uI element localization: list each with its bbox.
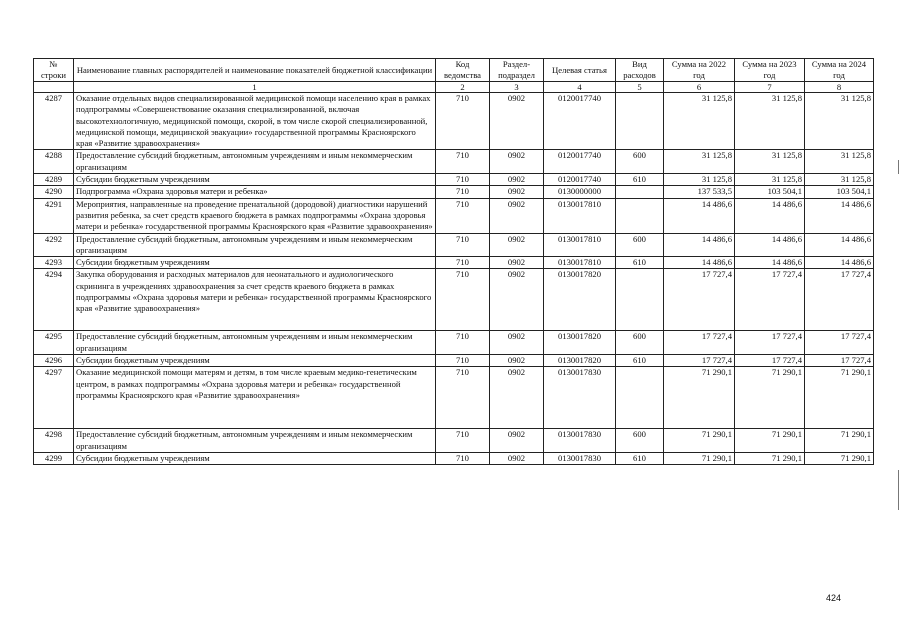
sum-2023: 14 486,6 bbox=[735, 198, 805, 233]
table-row bbox=[34, 269, 874, 331]
section-code: 0902 bbox=[490, 186, 544, 198]
target-article: 0130017830 bbox=[544, 452, 616, 464]
sum-2022: 17 727,4 bbox=[664, 331, 735, 355]
sum-2022: 14 486,6 bbox=[664, 257, 735, 269]
section-code: 0902 bbox=[490, 93, 544, 150]
row-name: Мероприятия, направленные на проведение пренатальной (дородовой) диагностики нарушений развития ребенка, за счет средств краевого бюджета в рамках подпрограммы «Охрана здоровья матери и ребенка» государственной программы Красноярского края «Развитие здравоохранения» bbox=[74, 198, 436, 233]
sum-2022: 71 290,1 bbox=[664, 429, 735, 453]
sum-2023: 71 290,1 bbox=[735, 367, 805, 429]
sum-2024: 14 486,6 bbox=[805, 257, 874, 269]
column-number: 3 bbox=[490, 82, 544, 93]
table-row bbox=[34, 150, 874, 174]
department-code: 710 bbox=[436, 367, 490, 429]
target-article: 0130017810 bbox=[544, 257, 616, 269]
table-row bbox=[34, 355, 874, 367]
target-article: 0120017740 bbox=[544, 150, 616, 174]
row-name: Предоставление субсидий бюджетным, автономным учреждениям и иным некоммерческим организациям bbox=[74, 331, 436, 355]
sum-2022: 17 727,4 bbox=[664, 269, 735, 331]
section-code: 0902 bbox=[490, 150, 544, 174]
row-number: 4293 bbox=[34, 257, 74, 269]
section-code: 0902 bbox=[490, 452, 544, 464]
expense-type bbox=[616, 93, 664, 150]
header-sum-2023: Сумма на 2023 год bbox=[735, 59, 805, 82]
section-code: 0902 bbox=[490, 367, 544, 429]
section-code: 0902 bbox=[490, 331, 544, 355]
expense-type: 610 bbox=[616, 174, 664, 186]
sum-2023: 14 486,6 bbox=[735, 233, 805, 257]
expense-type bbox=[616, 269, 664, 331]
row-number: 4287 bbox=[34, 93, 74, 150]
department-code: 710 bbox=[436, 269, 490, 331]
sum-2024: 103 504,1 bbox=[805, 186, 874, 198]
row-name: Закупка оборудования и расходных материалов для неонатального и аудиологического скрининга в учреждениях здравоохранения за счет средств краевого бюджета в рамках подпрограммы «Охрана здоровья матери и ребенка» государственной программы Красноярского края «Развитие здравоохранения» bbox=[74, 269, 436, 331]
table-row bbox=[34, 174, 874, 186]
column-number: 2 bbox=[436, 82, 490, 93]
sum-2022: 14 486,6 bbox=[664, 198, 735, 233]
column-number-row bbox=[34, 82, 874, 93]
table-row bbox=[34, 367, 874, 429]
sum-2024: 71 290,1 bbox=[805, 367, 874, 429]
sum-2023: 17 727,4 bbox=[735, 355, 805, 367]
table-row bbox=[34, 429, 874, 453]
department-code: 710 bbox=[436, 452, 490, 464]
sum-2023: 17 727,4 bbox=[735, 269, 805, 331]
row-number: 4296 bbox=[34, 355, 74, 367]
target-article: 0120017740 bbox=[544, 174, 616, 186]
column-number: 8 bbox=[805, 82, 874, 93]
target-article: 0130017810 bbox=[544, 198, 616, 233]
header-row bbox=[34, 59, 874, 82]
row-number: 4291 bbox=[34, 198, 74, 233]
section-code: 0902 bbox=[490, 269, 544, 331]
expense-type bbox=[616, 186, 664, 198]
target-article: 0130000000 bbox=[544, 186, 616, 198]
sum-2024: 14 486,6 bbox=[805, 198, 874, 233]
section-code: 0902 bbox=[490, 198, 544, 233]
header-expense-type: Вид расходов bbox=[616, 59, 664, 82]
department-code: 710 bbox=[436, 257, 490, 269]
column-number: 7 bbox=[735, 82, 805, 93]
sum-2022: 14 486,6 bbox=[664, 233, 735, 257]
header-target-article: Целевая статья bbox=[544, 59, 616, 82]
row-name: Предоставление субсидий бюджетным, автономным учреждениям и иным некоммерческим организациям bbox=[74, 429, 436, 453]
department-code: 710 bbox=[436, 150, 490, 174]
sum-2023: 71 290,1 bbox=[735, 429, 805, 453]
department-code: 710 bbox=[436, 355, 490, 367]
row-name: Субсидии бюджетным учреждениям bbox=[74, 174, 436, 186]
sum-2024: 71 290,1 bbox=[805, 452, 874, 464]
sum-2022: 71 290,1 bbox=[664, 452, 735, 464]
sum-2022: 31 125,8 bbox=[664, 174, 735, 186]
budget-table bbox=[33, 58, 874, 465]
table-row bbox=[34, 186, 874, 198]
column-number bbox=[34, 82, 74, 93]
row-number: 4294 bbox=[34, 269, 74, 331]
table-row bbox=[34, 331, 874, 355]
target-article: 0120017740 bbox=[544, 93, 616, 150]
table-row bbox=[34, 93, 874, 150]
row-name: Субсидии бюджетным учреждениям bbox=[74, 257, 436, 269]
expense-type: 600 bbox=[616, 331, 664, 355]
sum-2023: 103 504,1 bbox=[735, 186, 805, 198]
sum-2024: 14 486,6 bbox=[805, 233, 874, 257]
expense-type: 610 bbox=[616, 452, 664, 464]
department-code: 710 bbox=[436, 186, 490, 198]
table-row bbox=[34, 257, 874, 269]
row-name: Предоставление субсидий бюджетным, автономным учреждениям и иным некоммерческим организациям bbox=[74, 150, 436, 174]
column-number: 1 bbox=[74, 82, 436, 93]
section-code: 0902 bbox=[490, 257, 544, 269]
page-number: 424 bbox=[826, 593, 842, 603]
sum-2023: 17 727,4 bbox=[735, 331, 805, 355]
sum-2024: 31 125,8 bbox=[805, 93, 874, 150]
target-article: 0130017830 bbox=[544, 429, 616, 453]
section-code: 0902 bbox=[490, 174, 544, 186]
sum-2024: 17 727,4 bbox=[805, 269, 874, 331]
sum-2024: 31 125,8 bbox=[805, 174, 874, 186]
row-name: Субсидии бюджетным учреждениям bbox=[74, 355, 436, 367]
sum-2022: 31 125,8 bbox=[664, 93, 735, 150]
expense-type: 600 bbox=[616, 429, 664, 453]
sum-2023: 14 486,6 bbox=[735, 257, 805, 269]
section-code: 0902 bbox=[490, 429, 544, 453]
section-code: 0902 bbox=[490, 233, 544, 257]
column-number: 6 bbox=[664, 82, 735, 93]
target-article: 0130017820 bbox=[544, 331, 616, 355]
department-code: 710 bbox=[436, 233, 490, 257]
section-code: 0902 bbox=[490, 355, 544, 367]
department-code: 710 bbox=[436, 93, 490, 150]
row-name: Подпрограмма «Охрана здоровья матери и ребенка» bbox=[74, 186, 436, 198]
header-department-code: Код ведомства bbox=[436, 59, 490, 82]
target-article: 0130017830 bbox=[544, 367, 616, 429]
sum-2024: 17 727,4 bbox=[805, 331, 874, 355]
row-number: 4299 bbox=[34, 452, 74, 464]
department-code: 710 bbox=[436, 331, 490, 355]
sum-2023: 31 125,8 bbox=[735, 93, 805, 150]
expense-type: 610 bbox=[616, 355, 664, 367]
header-sum-2024: Сумма на 2024 год bbox=[805, 59, 874, 82]
sum-2024: 17 727,4 bbox=[805, 355, 874, 367]
scan-margin-mark bbox=[898, 160, 899, 174]
expense-type: 600 bbox=[616, 233, 664, 257]
row-number: 4289 bbox=[34, 174, 74, 186]
sum-2023: 31 125,8 bbox=[735, 174, 805, 186]
sum-2022: 17 727,4 bbox=[664, 355, 735, 367]
department-code: 710 bbox=[436, 198, 490, 233]
scan-margin-mark bbox=[898, 470, 899, 510]
header-name: Наименование главных распорядителей и наименование показателей бюджетной классификации bbox=[74, 59, 436, 82]
expense-type: 600 bbox=[616, 150, 664, 174]
sum-2022: 71 290,1 bbox=[664, 367, 735, 429]
expense-type bbox=[616, 367, 664, 429]
row-number: 4297 bbox=[34, 367, 74, 429]
column-number: 4 bbox=[544, 82, 616, 93]
sum-2024: 31 125,8 bbox=[805, 150, 874, 174]
sum-2023: 31 125,8 bbox=[735, 150, 805, 174]
department-code: 710 bbox=[436, 174, 490, 186]
header-sum-2022: Сумма на 2022 год bbox=[664, 59, 735, 82]
target-article: 0130017810 bbox=[544, 233, 616, 257]
header-section: Раздел-подраздел bbox=[490, 59, 544, 82]
target-article: 0130017820 bbox=[544, 355, 616, 367]
row-number: 4290 bbox=[34, 186, 74, 198]
sum-2023: 71 290,1 bbox=[735, 452, 805, 464]
table-row bbox=[34, 452, 874, 464]
sum-2022: 137 533,5 bbox=[664, 186, 735, 198]
header-row-number: № строки bbox=[34, 59, 74, 82]
row-name: Субсидии бюджетным учреждениям bbox=[74, 452, 436, 464]
row-name: Предоставление субсидий бюджетным, автономным учреждениям и иным некоммерческим организациям bbox=[74, 233, 436, 257]
row-number: 4288 bbox=[34, 150, 74, 174]
sum-2024: 71 290,1 bbox=[805, 429, 874, 453]
department-code: 710 bbox=[436, 429, 490, 453]
row-name: Оказание медицинской помощи матерям и детям, в том числе краевым медико-генетическим центром, в рамках подпрограммы «Охрана здоровья матери и ребенка» государственной программы Красноярского края «Развитие здравоохранения» bbox=[74, 367, 436, 429]
row-name: Оказание отдельных видов специализированной медицинской помощи населению края в рамках подпрограммы «Совершенствование оказания специализированной, включая высокотехнологичную, медицинской помощи, скорой, в том числе скорой специализированной, медицинской помощи, медицинской эвакуации» государственной программы Красноярского края «Развитие здравоохранения» bbox=[74, 93, 436, 150]
expense-type: 610 bbox=[616, 257, 664, 269]
column-number: 5 bbox=[616, 82, 664, 93]
row-number: 4298 bbox=[34, 429, 74, 453]
row-number: 4292 bbox=[34, 233, 74, 257]
table-row bbox=[34, 198, 874, 233]
sum-2022: 31 125,8 bbox=[664, 150, 735, 174]
target-article: 0130017820 bbox=[544, 269, 616, 331]
expense-type bbox=[616, 198, 664, 233]
row-number: 4295 bbox=[34, 331, 74, 355]
table-row bbox=[34, 233, 874, 257]
